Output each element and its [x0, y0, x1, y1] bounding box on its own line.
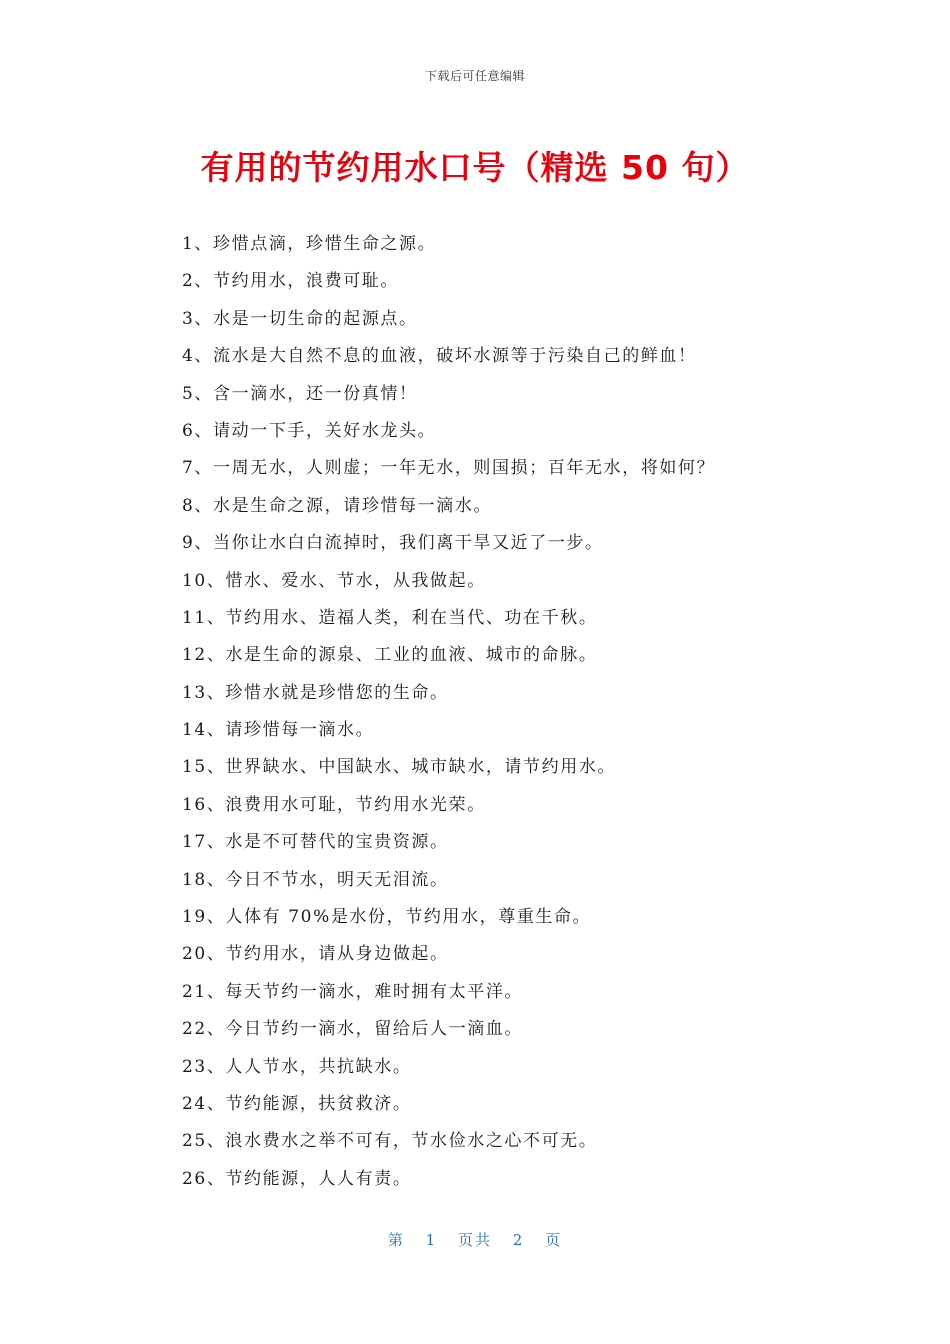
list-item: 22、今日节约一滴水，留给后人一滴血。	[182, 1019, 524, 1040]
list-item: 4、流水是大自然不息的血液，破坏水源等于污染自己的鲜血！	[182, 346, 697, 367]
document-title: 有用的节约用水口号（精选 50 句）	[200, 148, 750, 187]
list-item: 19、人体有 70%是水份，节约用水，尊重生命。	[182, 907, 592, 928]
header-note: 下载后可任意编辑	[424, 69, 525, 83]
list-item: 1、珍惜点滴，珍惜生命之源。	[182, 234, 437, 254]
list-item: 21、每天节约一滴水，难时拥有太平洋。	[182, 981, 524, 1002]
total-pages: 2	[512, 1231, 525, 1249]
list-item: 10、惜水、爱水、节水，从我做起。	[182, 570, 486, 591]
page-suffix: 页	[545, 1231, 563, 1249]
list-item: 20、节约用水，请从身边做起。	[182, 944, 449, 965]
list-item: 25、浪水费水之举不可有，节水俭水之心不可无。	[182, 1131, 598, 1152]
list-item: 2、节约用水，浪费可耻。	[182, 271, 400, 292]
page-footer	[0, 1229, 950, 1250]
list-item: 17、水是不可替代的宝贵资源。	[182, 832, 449, 853]
list-item: 26、节约能源，人人有责。	[182, 1168, 412, 1189]
list-item: 24、节约能源，扶贫救济。	[182, 1093, 412, 1114]
slogan-list	[182, 226, 882, 1198]
list-item: 12、水是生命的源泉、工业的血液、城市的命脉。	[182, 645, 598, 666]
page-number: 1	[425, 1231, 438, 1249]
page-of-label: 页共	[457, 1231, 492, 1249]
list-item: 5、含一滴水，还一份真情！	[182, 383, 418, 404]
list-item: 6、请动一下手，关好水龙头。	[182, 420, 437, 441]
list-item: 18、今日不节水，明天无泪流。	[182, 869, 449, 890]
list-item: 14、请珍惜每一滴水。	[182, 720, 375, 741]
list-item: 8、水是生命之源，请珍惜每一滴水。	[182, 495, 493, 516]
list-item: 15、世界缺水、中国缺水、城市缺水，请节约用水。	[182, 757, 617, 778]
list-item: 16、浪费用水可耻，节约用水光荣。	[182, 794, 486, 815]
list-item: 3、水是一切生命的起源点。	[182, 308, 418, 329]
list-item: 11、节约用水、造福人类，利在当代、功在千秋。	[182, 607, 598, 628]
page-label: 第	[387, 1231, 405, 1249]
list-item: 23、人人节水，共抗缺水。	[182, 1056, 412, 1077]
list-item: 13、珍惜水就是珍惜您的生命。	[182, 682, 449, 703]
list-item: 7、一周无水，人则虚；一年无水，则国损；百年无水，将如何？	[182, 458, 716, 479]
list-item: 9、当你让水白白流掉时，我们离干旱又近了一步。	[182, 533, 604, 554]
